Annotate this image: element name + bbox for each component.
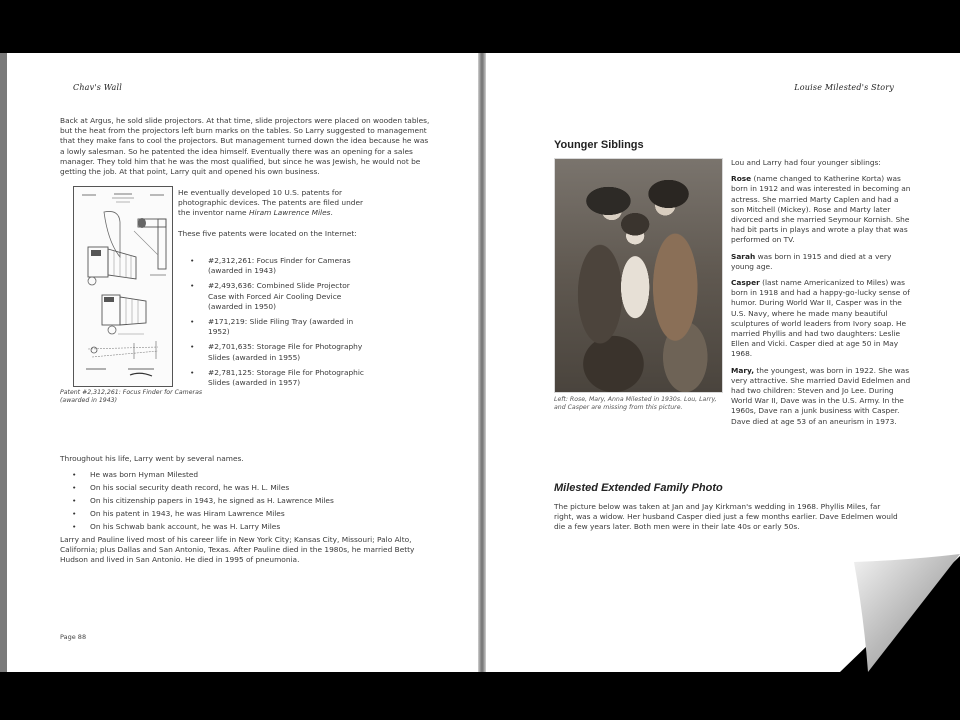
names-intro: Throughout his life, Larry went by several names. <box>60 454 244 463</box>
top-black-band <box>0 0 960 53</box>
name-item: • He was born Hyman Milested <box>60 470 440 480</box>
sibling-casper <box>731 278 913 360</box>
name-item: • On his patent in 1943, he was Hiram Lawrence Miles <box>60 509 440 519</box>
sibling-text: (last name Americanized to Miles) was born in 1918 and had a happy-go-lucky sense of humor. During World War II, Casper was in the U.S. Navy, where he made many beautiful sculptures of world leaders from Ivory soap. He married Phyllis and had two daughters: Leslie Ellen and Vicki. Casper died at age 50 in May 1968. <box>731 278 910 359</box>
page-curl-icon[interactable] <box>840 548 960 672</box>
name-item: • On his citizenship papers in 1943, he signed as H. Lawrence Miles <box>60 496 440 506</box>
siblings-intro: Lou and Larry had four younger siblings: <box>731 158 881 167</box>
intro-paragraph: Back at Argus, he sold slide projectors. At that time, slide projectors were placed on wooden tables, but the heat from the projectors left burn marks on the tables. So Larry suggested to management that they make fans to cool the projectors. But management turned down the idea because he was a lowly salesman. So he patented the idea himself. Eventually there was an opening for a sales manager. They told him that he was the most qualified, but since he was Jewish, he would not be getting the job. At that point, Larry quit and opened his own business. <box>60 116 430 177</box>
sibling-text: was born in 1915 and died at a very young age. <box>731 251 892 271</box>
left-page <box>7 53 478 672</box>
patent-item: • #2,493,636: Combined Slide Projector Case with Forced Air Cooling Device (awarded in 1950) <box>178 281 368 312</box>
bottom-black-band <box>0 672 960 720</box>
family-portrait-photo <box>554 158 723 393</box>
inventor-name: Hiram Lawrence Miles <box>248 208 331 218</box>
sibling-text: the youngest, was born in 1922. She was very attractive. She married David Edelmen and had two children: Steven and Jo Lee. During World War II, Dave was in the U.S. Army. In the 1960s, Dave ran a junk business with Casper. Dave died at age 53 of an aneurism in 1973. <box>731 365 911 426</box>
running-head-left: Chav's Wall <box>73 83 123 92</box>
patent-item: • #2,781,125: Storage File for Photographic Slides (awarded in 1957) <box>178 368 368 388</box>
names-list <box>60 470 440 535</box>
sibling-rose <box>731 174 913 245</box>
name-item: • On his social security death record, he was H. L. Miles <box>60 483 440 493</box>
photo-caption: Left: Rose, Mary, Anna Milested in 1930s. Lou, Larry, and Casper are missing from this picture. <box>554 396 717 411</box>
patent-drawing-image <box>73 186 173 387</box>
patent-item: • #2,312,261: Focus Finder for Cameras (awarded in 1943) <box>178 256 368 276</box>
name-item: • On his Schwab bank account, he was H. Larry Miles <box>60 522 440 532</box>
sibling-name: Sarah <box>731 251 756 261</box>
patent-list <box>178 256 368 393</box>
sibling-text: (name changed to Katherine Korta) was born in 1912 and was interested in becoming an actress. She married Marty Caplen and had a son Mitchell (Mickey). Rose and Marty later divorced and she married Seymour Kornish. She had bit parts in plays and wrote a play that was performed on TV. <box>731 174 911 245</box>
sibling-name: Casper <box>731 278 760 288</box>
section-title-family-photo: Milested Extended Family Photo <box>554 482 723 494</box>
patents-intro <box>178 188 368 239</box>
patents-located-text: These five patents were located on the Internet: <box>178 228 357 238</box>
sibling-name: Rose <box>731 174 752 184</box>
patent-item: • #2,701,635: Storage File for Photography Slides (awarded in 1955) <box>178 342 368 362</box>
sibling-sarah <box>731 252 913 272</box>
patent-item: • #171,219: Slide Filing Tray (awarded in 1952) <box>178 317 368 337</box>
closing-paragraph: Larry and Pauline lived most of his career life in New York City; Kansas City, Missouri; Palo Alto, California; plus Dallas and San Antonio, Texas. After Pauline died in the 1980s, he married Betty Hudson and lived in San Antonio. He died in 1995 of pneumonia. <box>60 535 415 565</box>
family-photo-paragraph: The picture below was taken at Jan and Jay Kirkman's wedding in 1968. Phyllis Miles, far right, was a widow. Her husband Casper died just a few months earlier. Dave Edelmen would die a few years later. Both men were in their late 40s or early 50s. <box>554 502 898 532</box>
section-title-younger-siblings: Younger Siblings <box>554 139 644 151</box>
sibling-name: Mary, <box>731 365 755 375</box>
patents-intro-text: He eventually developed 10 U.S. patents for photographic devices. The patents are filed under the inventor name <box>178 188 364 218</box>
figure-caption: Patent #2,312,261: Focus Finder for Cameras (awarded in 1943) <box>60 389 203 404</box>
previous-page-edge <box>0 53 7 672</box>
sibling-mary <box>731 366 913 427</box>
siblings-column <box>731 158 913 433</box>
running-head-right: Louise Milested's Story <box>794 83 894 92</box>
book-gutter <box>478 53 486 672</box>
patent-drawing-icon <box>74 187 172 386</box>
patents-intro-end: . <box>330 208 333 218</box>
page-number: Page 88 <box>60 633 87 641</box>
